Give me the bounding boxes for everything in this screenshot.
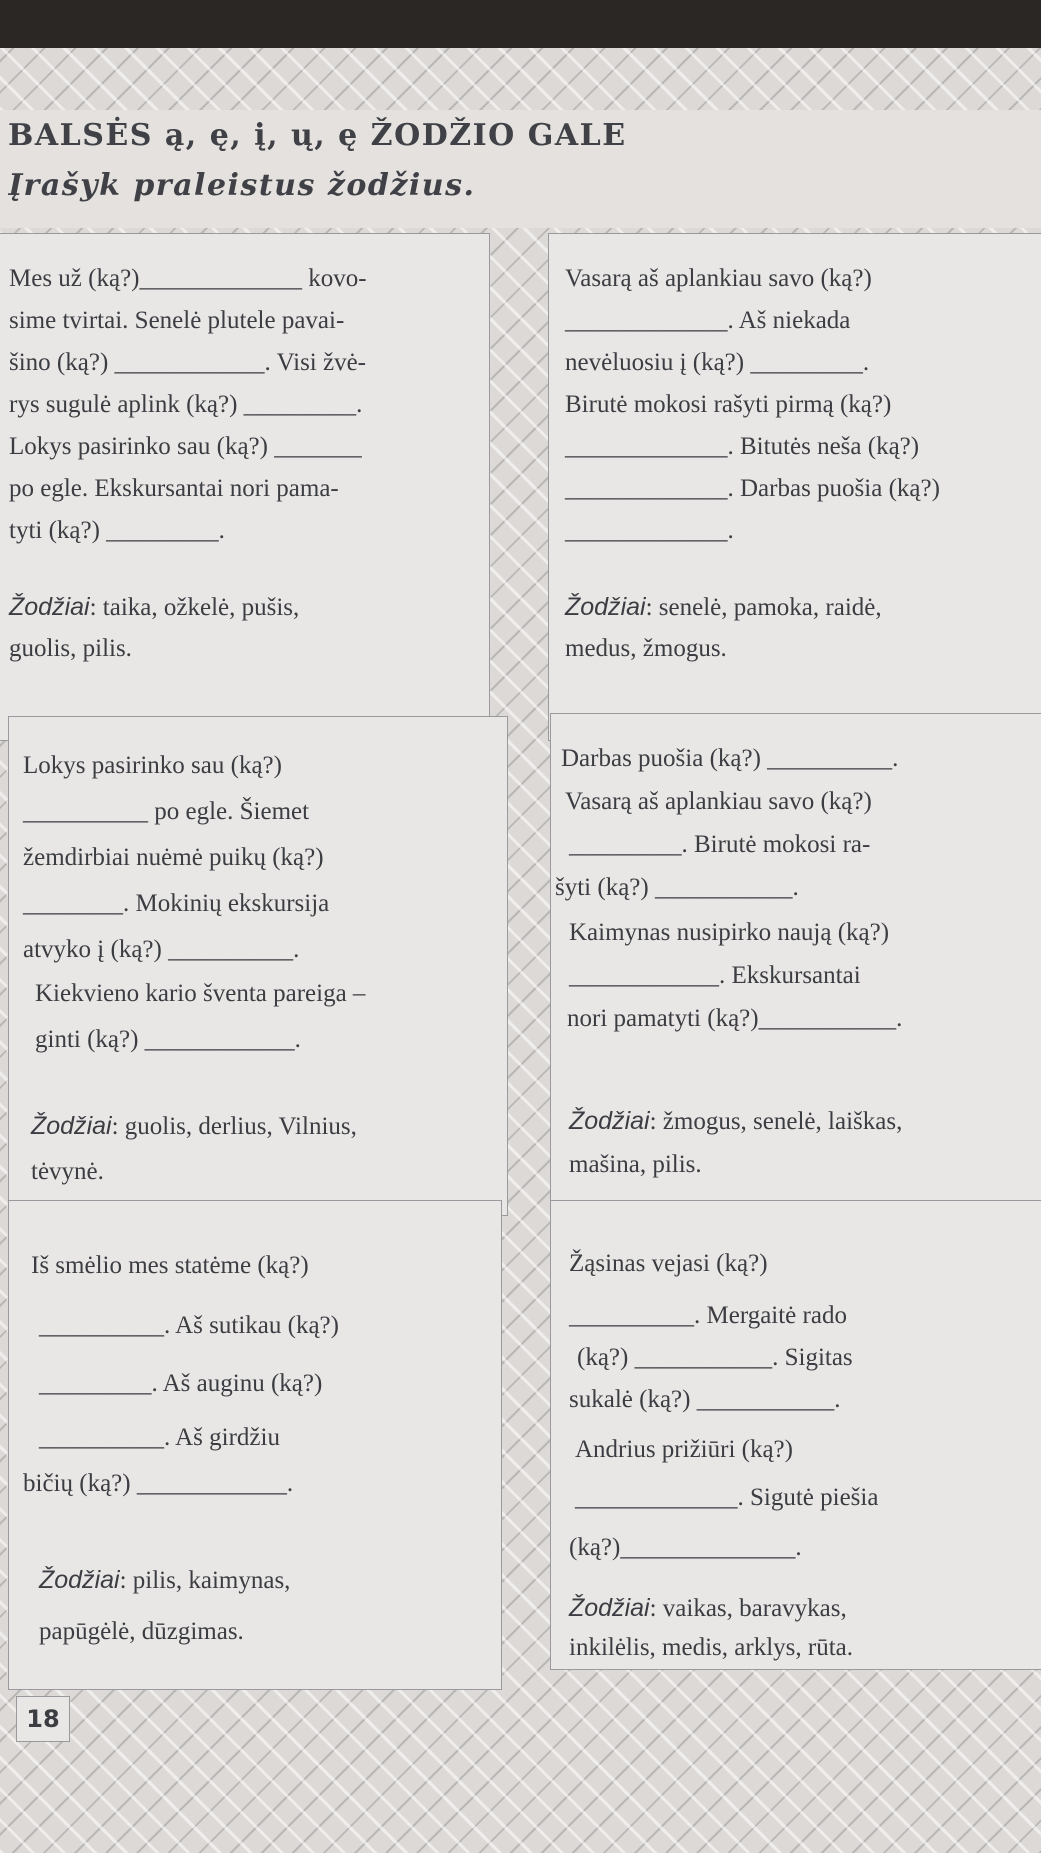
word-bank-label: Žodžiai xyxy=(31,1112,112,1140)
exercise-line: Kiekvieno kario šventa pareiga – xyxy=(35,980,366,1007)
word-bank-label: Žodžiai xyxy=(565,593,646,621)
exercise-line: _____________. xyxy=(565,517,734,544)
word-bank-text: tėvynė. xyxy=(31,1158,104,1185)
word-bank-text: inkilėlis, medis, arklys, rūta. xyxy=(569,1634,853,1661)
exercise-line: _____________. Darbas puošia (ką?) xyxy=(565,475,940,502)
workbook-page xyxy=(0,48,1041,1853)
exercise-box-6 xyxy=(550,1200,1041,1670)
word-bank-label: Žodžiai xyxy=(569,1594,650,1622)
exercise-line: nori pamatyti (ką?)___________. xyxy=(567,1005,903,1032)
word-bank-text: : senelė, pamoka, raidė, xyxy=(645,594,882,621)
word-bank xyxy=(31,1111,357,1142)
exercise-box-3 xyxy=(8,716,508,1216)
word-bank xyxy=(9,592,299,623)
exercise-line: po egle. Ekskursantai nori pama- xyxy=(9,475,339,502)
exercise-line: (ką?) ___________. Sigitas xyxy=(577,1344,853,1371)
exercise-box-1 xyxy=(0,233,490,741)
exercise-line: Žąsinas vejasi (ką?) xyxy=(569,1250,768,1277)
exercise-line: tyti (ką?) _________. xyxy=(9,517,225,544)
exercise-line: (ką?)______________. xyxy=(569,1534,802,1561)
exercise-line: sukalė (ką?) ___________. xyxy=(569,1386,841,1413)
exercise-line: Vasarą aš aplankiau savo (ką?) xyxy=(565,788,872,815)
word-bank-text: : vaikas, baravykas, xyxy=(649,1595,847,1622)
exercise-line: Kaimynas nusipirko naują (ką?) xyxy=(569,919,890,946)
exercise-line: _____________. Sigutė piešia xyxy=(575,1484,879,1511)
word-bank-text: medus, žmogus. xyxy=(565,635,727,662)
exercise-line: žemdirbiai nuėmė puikų (ką?) xyxy=(23,844,324,871)
word-bank-text: : pilis, kaimynas, xyxy=(119,1567,291,1594)
word-bank xyxy=(569,1593,847,1624)
word-bank-text: : guolis, derlius, Vilnius, xyxy=(111,1113,357,1140)
page-subtitle: Įrašyk praleistus žodžius. xyxy=(8,168,476,203)
word-bank xyxy=(569,1106,902,1137)
exercise-box-4 xyxy=(550,713,1041,1217)
exercise-line: šyti (ką?) ___________. xyxy=(555,874,799,901)
exercise-line: Andrius prižiūri (ką?) xyxy=(575,1436,793,1463)
exercise-line: _________. Aš auginu (ką?) xyxy=(39,1370,323,1397)
word-bank-label: Žodžiai xyxy=(569,1107,650,1135)
exercise-line: sime tvirtai. Senelė plutele pavai- xyxy=(9,307,345,334)
exercise-line: _________. Birutė mokosi ra- xyxy=(569,831,871,858)
word-bank-text: papūgėlė, dūzgimas. xyxy=(39,1618,244,1645)
word-bank-text: mašina, pilis. xyxy=(569,1151,702,1178)
exercise-line: __________. Aš sutikau (ką?) xyxy=(39,1312,339,1339)
exercise-line: ginti (ką?) ____________. xyxy=(35,1026,301,1053)
word-bank-text: guolis, pilis. xyxy=(9,635,132,662)
word-bank-label: Žodžiai xyxy=(39,1566,120,1594)
page-title: BALSĖS ą, ę, į, ų, ę ŽODŽIO GALE xyxy=(8,118,627,153)
exercise-line: __________. Aš girdžiu xyxy=(39,1424,280,1451)
word-bank xyxy=(565,592,882,623)
exercise-line: _____________. Bitutės neša (ką?) xyxy=(565,433,920,460)
exercise-line: __________. Mergaitė rado xyxy=(569,1302,847,1329)
exercise-line: Vasarą aš aplankiau savo (ką?) xyxy=(565,265,872,292)
exercise-line: Darbas puošia (ką?) __________. xyxy=(561,745,899,772)
exercise-line: bičių (ką?) ____________. xyxy=(23,1470,294,1497)
exercise-line: ____________. Ekskursantai xyxy=(569,962,861,989)
exercise-line: ________. Mokinių ekskursija xyxy=(23,890,330,917)
word-bank-text: : žmogus, senelė, laiškas, xyxy=(649,1108,903,1135)
exercise-line: Lokys pasirinko sau (ką?) xyxy=(23,752,282,779)
exercise-line: __________ po egle. Šiemet xyxy=(23,798,310,825)
word-bank xyxy=(39,1565,290,1596)
exercise-box-5 xyxy=(8,1200,502,1690)
exercise-line: rys sugulė aplink (ką?) _________. xyxy=(9,391,363,418)
word-bank-text: : taika, ožkelė, pušis, xyxy=(89,594,300,621)
exercise-line: Mes už (ką?)_____________ kovo- xyxy=(9,265,367,292)
exercise-line: nevėluosiu į (ką?) _________. xyxy=(565,349,870,376)
word-bank-label: Žodžiai xyxy=(9,593,90,621)
exercise-box-2 xyxy=(548,233,1041,741)
exercise-line: atvyko į (ką?) __________. xyxy=(23,936,300,963)
exercise-line: Iš smėlio mes statėme (ką?) xyxy=(31,1252,309,1279)
page-number: 18 xyxy=(16,1696,70,1742)
exercise-line: Birutė mokosi rašyti pirmą (ką?) xyxy=(565,391,892,418)
exercise-line: Lokys pasirinko sau (ką?) _______ xyxy=(9,433,362,460)
exercise-line: šino (ką?) ____________. Visi žvė- xyxy=(9,349,367,376)
exercise-line: _____________. Aš niekada xyxy=(565,307,851,334)
